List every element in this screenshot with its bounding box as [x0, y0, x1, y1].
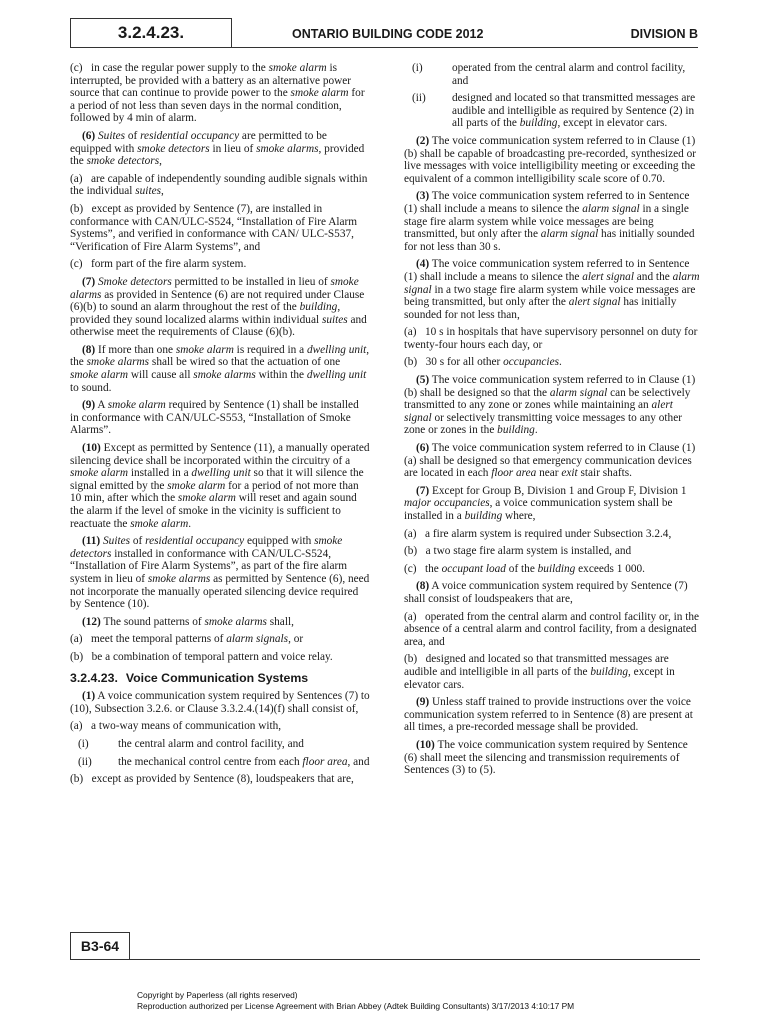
clause-paragraph: (a) are capable of independently sounding audible signals within the individual suites, [70, 172, 368, 198]
clause-paragraph: (b) except as provided by Sentence (7), are installed in conformance with CAN/ULC-S524, “Installation of Fire Alarm Systems”, and verified in conformance with CAN/ ULC-S537, “Verification of Fire Alarm Systems”, and [70, 202, 358, 253]
footer-rule [130, 959, 700, 960]
clause-paragraph: (b) be a combination of temporal pattern and voice relay. [70, 650, 333, 663]
clause-paragraph: (b) except as provided by Sentence (8), loudspeakers that are, [70, 773, 354, 786]
sentence-paragraph: (6) The voice communication system referred to in Clause (1)(a) shall be designed so that emergency communication devices are located in each floor area near exit stair shafts. [404, 442, 696, 480]
clause-paragraph: (a) meet the temporal patterns of alarm signals, or [70, 633, 304, 646]
left-column [70, 62, 370, 791]
sentence-paragraph: (9) A smoke alarm required by Sentence (1) shall be installed in conformance with CAN/ULC-S553, “Installation of Smoke Alarms”. [70, 399, 359, 437]
clause-paragraph: (c) form part of the fire alarm system. [70, 258, 247, 271]
division-label: DIVISION B [630, 27, 698, 41]
clause-paragraph: (a) operated from the central alarm and control facility or, in the absence of a central alarm and control facility, from a designated area, and [404, 610, 700, 648]
section-heading: 3.2.4.23. Voice Communication Systems [70, 670, 309, 685]
sentence-paragraph: (7) Except for Group B, Division 1 and Group F, Division 1 major occupancies, a voice communication system shall be installed in a building where, [404, 484, 687, 522]
sentence-paragraph: (7) Smoke detectors permitted to be installed in lieu of smoke alarms as provided in Sentence (6) are not required under Clause (6)(b) to sound an alarm throughout the rest of the building, provided they sound localized alarms within individual suites and otherwise meet the requirements of Clause (6)(b). [70, 275, 367, 339]
subclause-paragraph: (ii) the mechanical control centre from each floor area, and [78, 755, 370, 768]
clause-paragraph: (b) 30 s for all other occupancies. [404, 356, 562, 369]
clause-paragraph: (b) designed and located so that transmitted messages are audible and intelligible in all parts of the building, except in elevator cars. [404, 653, 675, 691]
subclause-paragraph: (ii) designed and located so that transmitted messages are audible and intelligible as required by Sentence (2) in all parts of the building, except in elevator cars. [412, 92, 696, 130]
copyright-notice [137, 990, 574, 1012]
sentence-paragraph: (2) The voice communication system referred to in Clause (1)(b) shall be capable of broadcasting pre-recorded, synthesized or live messages with voice intelligibility meeting or exceeding the equivalent of a common intelligibility scale score of 0.70. [404, 134, 697, 185]
clause-paragraph: (b) a two stage fire alarm system is installed, and [404, 545, 632, 558]
sentence-paragraph: (1) A voice communication system required by Sentences (7) to (10), Subsection 3.2.6. or Clause 3.3.2.4.(14)(f) shall consist of, [70, 690, 370, 715]
document-title: ONTARIO BUILDING CODE 2012 [292, 27, 484, 41]
sentence-paragraph: (9) Unless staff trained to provide instructions over the voice communication system referred to in Sentence (8) are present at all times, a pre-recorded message shall be provided. [404, 696, 693, 734]
clause-paragraph: (a) a two-way means of communication with, [70, 720, 282, 733]
page-number-box [70, 932, 130, 960]
clause-paragraph: (c) the occupant load of the building exceeds 1 000. [404, 562, 645, 575]
sentence-paragraph: (10) The voice communication system required by Sentence (6) shall meet the silencing and transmission requirements of Sentences (3) to (5). [404, 738, 688, 777]
sentence-paragraph: (8) If more than one smoke alarm is required in a dwelling unit, the smoke alarms shall be wired so that the actuation of one smoke alarm will cause all smoke alarms within the dwelling unit to sound. [70, 343, 370, 394]
clause-paragraph: (a) a fire alarm system is required under Subsection 3.2.4, [404, 527, 672, 540]
sentence-paragraph: (8) A voice communication system required by Sentence (7) shall consist of loudspeakers that are, [404, 580, 688, 605]
right-column [404, 62, 700, 782]
page-number: B3-64 [80, 938, 120, 954]
copyright-line: Copyright by Paperless (all rights reserved) [137, 990, 298, 1000]
section-number: 3.2.4.23. [117, 23, 185, 42]
sentence-paragraph: (3) The voice communication system referred to in Sentence (1) shall include a means to silence the alarm signal in a single stage fire alarm system while voice messages are being transmitted, but only after the alarm signal has initially sounded for not less than 30 s. [404, 190, 695, 253]
subclause-paragraph: (i) the central alarm and control facility, and [78, 737, 304, 750]
sentence-paragraph: (12) The sound patterns of smoke alarms shall, [82, 615, 294, 628]
header-rule [232, 47, 698, 48]
sentence-paragraph: (4) The voice communication system referred to in Sentence (1) shall include a means to silence the alert signal and the alarm signal in a two stage fire alarm system while voice messages are being transmitted, but only after the alert signal has initially sounded for not less than, [404, 258, 700, 321]
clause-paragraph: (c) in case the regular power supply to the smoke alarm is interrupted, be provided with a battery as an alternative power source that can continue to provide power to the smoke alarm for a period of not less than seven days in the normal condition, followed by 4 min of alarm. [70, 62, 365, 125]
sentence-paragraph: (5) The voice communication system referred to in Clause (1)(b) shall be designed so that the alarm signal can be selectively transmitted to any zone or zones while maintaining an alert signal or selectively transmitting voice messages to any other zone or zones in the building. [404, 374, 696, 437]
section-number-box [70, 18, 232, 48]
sentence-paragraph: (11) Suites of residential occupancy equipped with smoke detectors installed in conformance with CAN/ULC-S524, “Installation of Fire Alarm Systems”, as part of the fire alarm system in lieu of smoke alarms as permitted by Sentence (6), need not incorporate the manually operated silencing device required by Sentence (10). [70, 535, 370, 611]
clause-paragraph: (a) 10 s in hospitals that have supervisory personnel on duty for twenty-four hours each day, or [404, 326, 698, 351]
subclause-paragraph: (i) operated from the central alarm and control facility, and [412, 62, 686, 87]
sentence-paragraph: (6) Suites of residential occupancy are permitted to be equipped with smoke detectors in lieu of smoke alarms, provided the smoke detectors, [70, 129, 365, 168]
license-line: Reproduction authorized per License Agreement with Brian Abbey (Adtek Building Consultants) 3/17/2013 4:10:17 PM [137, 1001, 575, 1011]
sentence-paragraph: (10) Except as permitted by Sentence (11), a manually operated silencing device shall be incorporated within the circuitry of a smoke alarm installed in a dwelling unit so that it will silence the signal emitted by the smoke alarm for a period of not more than 10 min, after which the smoke alarm will reset and again sound the alarm if the level of smoke in the vicinity is sufficient to reactuate the smoke alarm. [70, 442, 370, 530]
